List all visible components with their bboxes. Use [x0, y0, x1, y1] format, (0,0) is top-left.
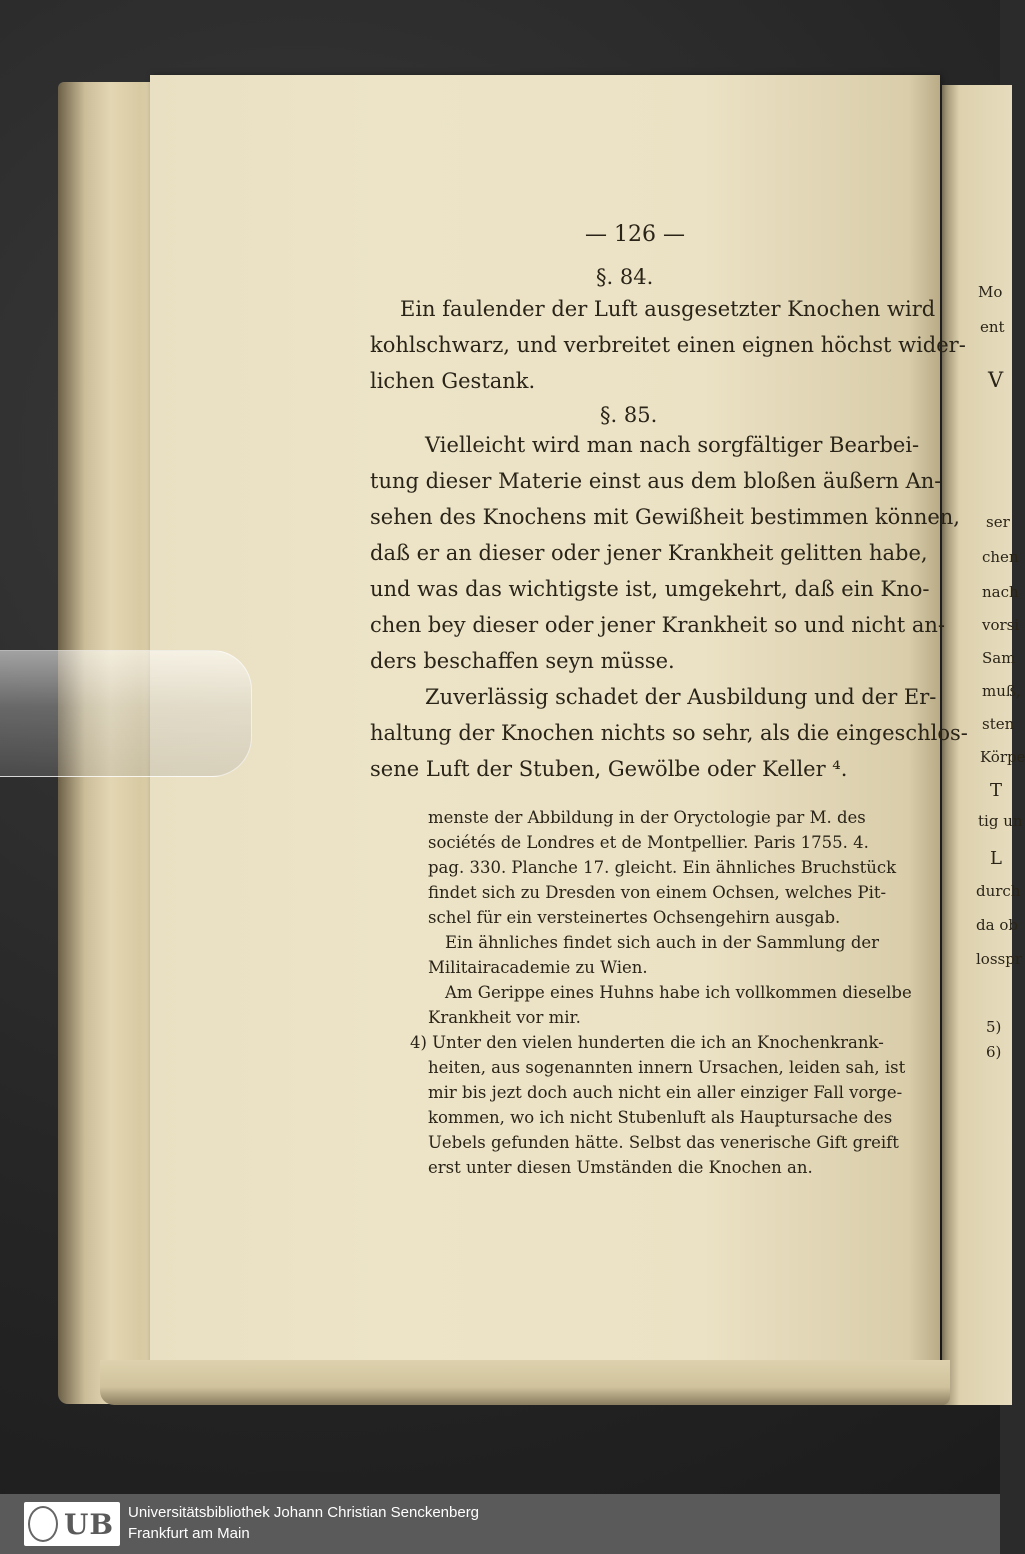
margin-fragment: sten [982, 715, 1015, 733]
text-line: Vielleicht wird man nach sorgfältiger Bearbei- [425, 433, 920, 457]
text-line: kohlschwarz, und verbreitet einen eignen höchst wider- [370, 333, 966, 357]
section-heading-84: §. 84. [596, 265, 654, 289]
text-line: daß er an dieser oder jener Krankheit gelitten habe, [370, 541, 928, 565]
footnote-line: findet sich zu Dresden von einem Ochsen, welches Pit- [428, 883, 887, 902]
text-line: sene Luft der Stuben, Gewölbe oder Keller ⁴. [370, 757, 848, 781]
footnote-line: Krankheit vor mir. [428, 1008, 581, 1027]
margin-fragment: vorsi [982, 616, 1020, 634]
footnote-line: Uebels gefunden hätte. Selbst das venerische Gift greift [428, 1133, 899, 1152]
margin-fragment: V [988, 368, 1004, 392]
footnote-line: kommen, wo ich nicht Stubenluft als Hauptursache des [428, 1108, 893, 1127]
footnote-line: Militairacademie zu Wien. [428, 958, 648, 977]
text-line: tung dieser Materie einst aus dem bloßen äußern An- [370, 469, 942, 493]
margin-fragment: L [990, 848, 1002, 869]
page-number: — 126 — [585, 222, 685, 247]
margin-fragment: Sam [982, 649, 1016, 667]
margin-fragment: durch [976, 882, 1021, 900]
margin-fragment: ser [986, 513, 1010, 531]
footnote-line: mir bis jezt doch auch nicht ein aller einziger Fall vorge- [428, 1083, 903, 1102]
footnote-line: erst unter diesen Umständen die Knochen an. [428, 1158, 813, 1177]
footnote-line: 4) Unter den vielen hunderten die ich an Knochenkrank- [410, 1033, 884, 1052]
text-line: Ein faulender der Luft ausgesetzter Knochen wird [400, 297, 936, 321]
margin-fragment: da ob [976, 916, 1018, 934]
footnote-line: heiten, aus sogenannten innern Ursachen, leiden sah, ist [428, 1058, 906, 1077]
glass-page-weight [0, 650, 252, 777]
library-footer [0, 1494, 1000, 1554]
footnote-line: menste der Abbildung in der Oryctologie par M. des [428, 808, 866, 827]
margin-fragment: losspr [976, 950, 1022, 968]
margin-fragment: 5) [986, 1018, 1002, 1036]
margin-fragment: Mo [978, 283, 1003, 301]
footnote-line: sociétés de Londres et de Montpellier. Paris 1755. 4. [428, 833, 869, 852]
text-line: haltung der Knochen nichts so sehr, als die eingeschlos- [370, 721, 968, 745]
margin-fragment: 6) [986, 1043, 1002, 1061]
margin-fragment: chen [982, 548, 1019, 566]
footnote-line: Ein ähnliches findet sich auch in der Sammlung der [445, 933, 880, 952]
margin-fragment: nach [982, 583, 1019, 601]
margin-fragment: T [990, 780, 1003, 801]
margin-fragment: ent [980, 318, 1005, 336]
margin-fragment: tig un [978, 812, 1023, 830]
footer-institution: Universitätsbibliothek Johann Christian Senckenberg [128, 1504, 480, 1521]
text-line: chen bey dieser oder jener Krankheit so und nicht an- [370, 613, 945, 637]
text-line: und was das wichtigste ist, umgekehrt, daß ein Kno- [370, 577, 930, 601]
ub-logo [24, 1502, 120, 1546]
section-heading-85: §. 85. [600, 403, 658, 427]
footnote-line: pag. 330. Planche 17. gleicht. Ein ähnliches Bruchstück [428, 858, 897, 877]
text-line: Zuverlässig schadet der Ausbildung und der Er- [425, 685, 937, 709]
margin-fragment: muß, [982, 682, 1021, 700]
text-line: lichen Gestank. [370, 369, 536, 393]
page-bottom-edge [100, 1360, 950, 1405]
footnote-line: Am Gerippe eines Huhns habe ich vollkommen dieselbe [445, 983, 912, 1002]
logo-text: UB [64, 1508, 115, 1541]
footer-city: Frankfurt am Main [128, 1525, 250, 1542]
text-line: ders beschaffen seyn müsse. [370, 649, 675, 673]
footnote-line: schel für ein versteinertes Ochsengehirn ausgab. [428, 908, 841, 927]
margin-fragment: Körpe [980, 748, 1025, 766]
text-line: sehen des Knochens mit Gewißheit bestimmen können, [370, 505, 960, 529]
portrait-icon [28, 1506, 58, 1542]
